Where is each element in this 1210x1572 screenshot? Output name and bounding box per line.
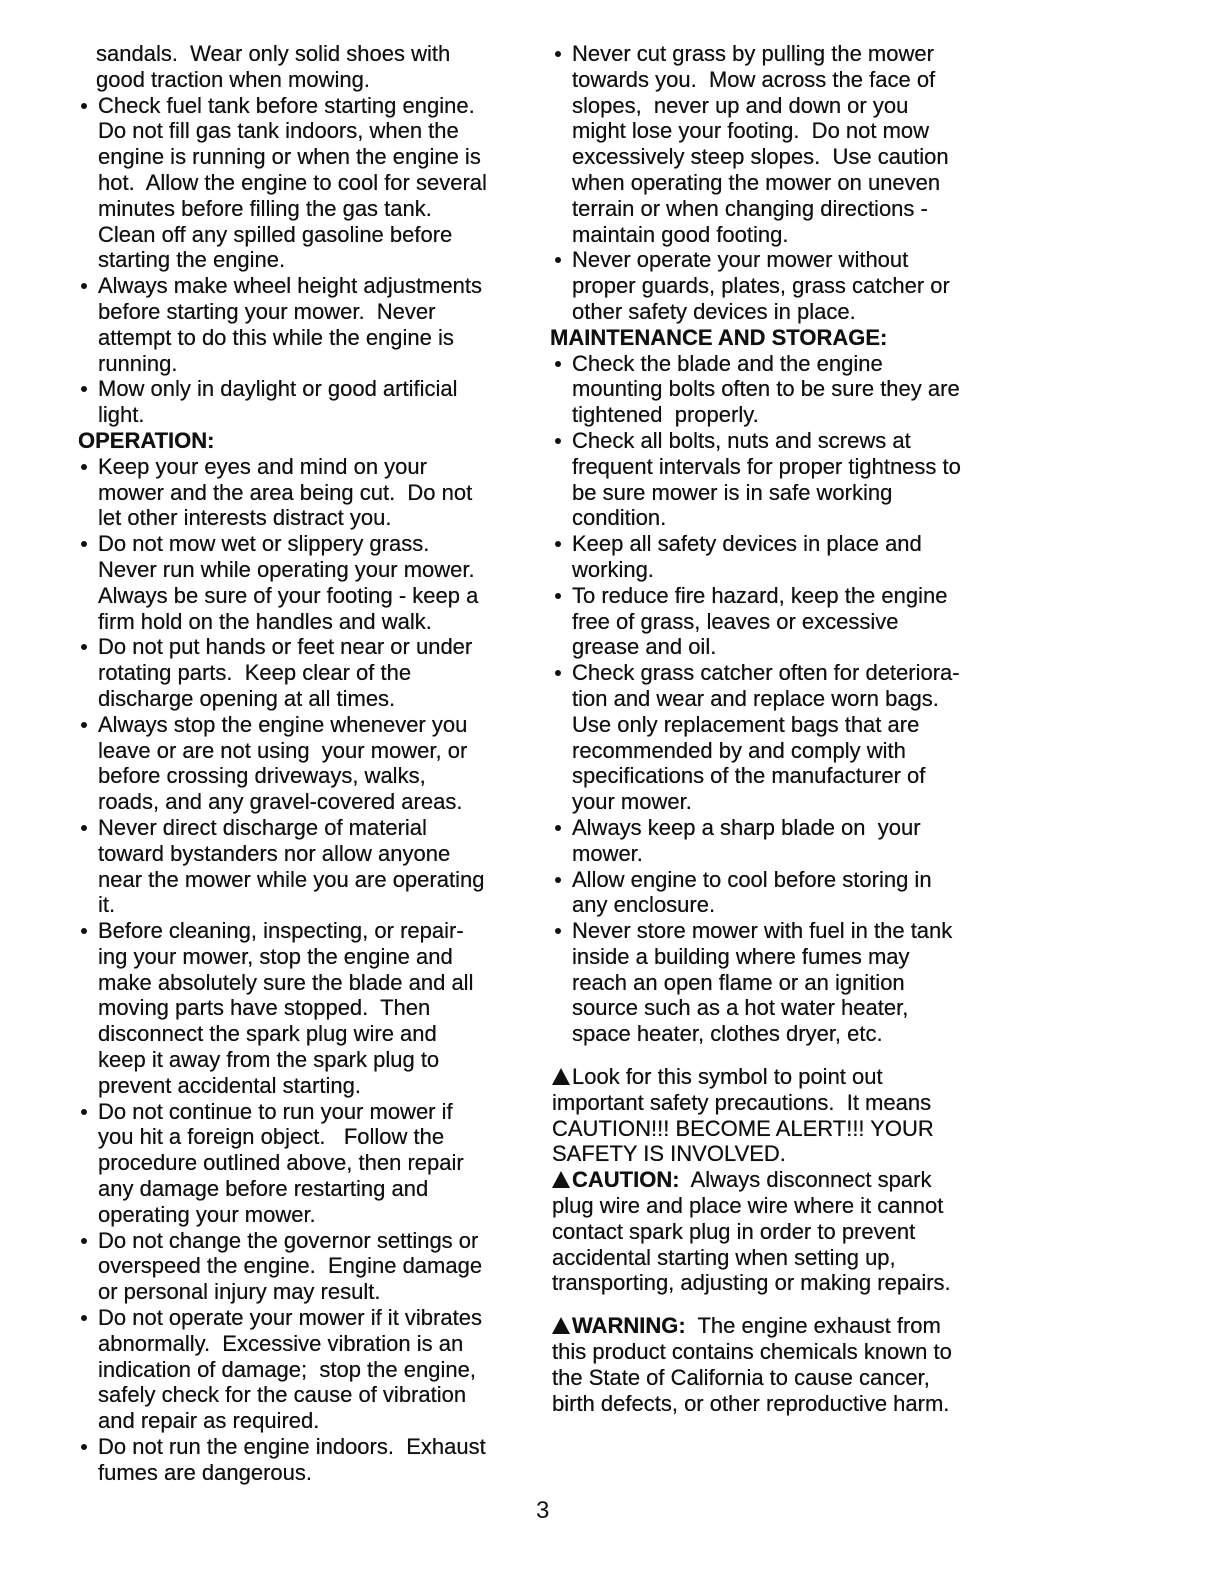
text-line: toward bystanders nor allow anyone bbox=[98, 840, 451, 866]
bullet-item bbox=[76, 1099, 546, 1228]
text-line: engine is running or when the engine is bbox=[98, 144, 481, 170]
text-line: reach an open flame or an ignition bbox=[572, 969, 905, 995]
text-line bbox=[550, 1313, 1010, 1339]
text-line: when operating the mower on uneven bbox=[572, 169, 941, 195]
bullet-item bbox=[76, 918, 546, 1099]
text-line: good traction when mowing. bbox=[96, 66, 370, 92]
notice-label: WARNING: bbox=[572, 1313, 686, 1339]
bullet-item bbox=[550, 815, 1010, 867]
text-line: moving parts have stopped. Then bbox=[98, 995, 431, 1021]
bullet-item bbox=[76, 1228, 546, 1305]
bullet-icon bbox=[81, 464, 87, 470]
text-line: Never direct discharge of material bbox=[98, 814, 427, 840]
text-line: your mower. bbox=[572, 789, 692, 815]
bullet-item bbox=[550, 351, 1010, 428]
bullet-item bbox=[550, 660, 1010, 815]
bullet-item bbox=[550, 531, 1010, 583]
bullet-item bbox=[550, 428, 1010, 531]
text-line: light. bbox=[98, 402, 145, 428]
text-line: attempt to do this while the engine is bbox=[98, 324, 454, 350]
text-line: important safety precautions. It means bbox=[552, 1089, 932, 1115]
text-line: hot. Allow the engine to cool for several bbox=[98, 169, 487, 195]
text-line: be sure mower is in safe working bbox=[572, 479, 893, 505]
text-line: Check all bolts, nuts and screws at bbox=[572, 427, 911, 453]
text-line: OPERATION: bbox=[78, 427, 215, 453]
text-line: tion and wear and replace worn bags. bbox=[572, 685, 939, 711]
notice-text: The engine exhaust from bbox=[685, 1313, 941, 1339]
text-line: Always stop the engine whenever you bbox=[98, 711, 468, 737]
text-line: let other interests distract you. bbox=[98, 505, 392, 531]
text-line: towards you. Mow across the face of bbox=[572, 66, 936, 92]
text-line: CAUTION!!! BECOME ALERT!!! YOUR bbox=[552, 1115, 934, 1141]
bullet-item bbox=[76, 1434, 546, 1486]
text-line: Before cleaning, inspecting, or repair- bbox=[98, 918, 464, 944]
text-line: leave or are not using your mower, or bbox=[98, 737, 468, 763]
text-line: firm hold on the handles and walk. bbox=[98, 608, 432, 634]
text-line: Do not fill gas tank indoors, when the bbox=[98, 118, 459, 144]
text-line: make absolutely sure the blade and all bbox=[98, 969, 474, 995]
right-column bbox=[550, 41, 1010, 1416]
safety-alert-icon bbox=[552, 1317, 570, 1334]
text-line: procedure outlined above, then repair bbox=[98, 1150, 464, 1176]
bullet-item bbox=[76, 1305, 546, 1434]
paragraph bbox=[76, 41, 546, 93]
text-line: MAINTENANCE AND STORAGE: bbox=[550, 324, 888, 350]
text-line: rotating parts. Keep clear of the bbox=[98, 660, 412, 686]
bullet-item bbox=[550, 867, 1010, 919]
text-line: any damage before restarting and bbox=[98, 1176, 429, 1202]
text-line: specifications of the manufacturer of bbox=[572, 763, 926, 789]
text-line: before crossing driveways, walks, bbox=[98, 763, 426, 789]
text-line: Do not operate your mower if it vibrates bbox=[98, 1305, 482, 1331]
bullet-icon bbox=[81, 1238, 87, 1244]
text-line: terrain or when changing directions - bbox=[572, 195, 928, 221]
bullet-icon bbox=[81, 1315, 87, 1321]
text-line: Check fuel tank before starting engine. bbox=[98, 92, 475, 118]
text-line: birth defects, or other reproductive harm. bbox=[552, 1390, 950, 1416]
text-line: To reduce fire hazard, keep the engine bbox=[572, 582, 948, 608]
spacer bbox=[550, 1296, 1010, 1313]
text-line: roads, and any gravel-covered areas. bbox=[98, 789, 463, 815]
text-line: Do not run the engine indoors. Exhaust bbox=[98, 1434, 486, 1460]
text-line: mower. bbox=[572, 840, 643, 866]
bullet-icon bbox=[555, 877, 561, 883]
text-line: Check the blade and the engine bbox=[572, 350, 883, 376]
left-column bbox=[76, 41, 546, 1486]
text-line bbox=[550, 1167, 1010, 1193]
text-line: the State of California to cause cancer, bbox=[552, 1364, 930, 1390]
text-line: plug wire and place wire where it cannot bbox=[552, 1193, 944, 1219]
bullet-item bbox=[550, 918, 1010, 1047]
text-line: working. bbox=[572, 556, 654, 582]
text-line: SAFETY IS INVOLVED. bbox=[552, 1141, 786, 1167]
text-line: Allow engine to cool before storing in bbox=[572, 866, 932, 892]
bullet-item bbox=[76, 376, 546, 428]
text-line: Do not put hands or feet near or under bbox=[98, 634, 473, 660]
text-line: it. bbox=[98, 892, 116, 918]
text-line: abnormally. Excessive vibration is an bbox=[98, 1330, 464, 1356]
bullet-item bbox=[550, 41, 1010, 247]
bullet-icon bbox=[555, 825, 561, 831]
bullet-item bbox=[76, 93, 546, 274]
text-line: Never operate your mower without bbox=[572, 247, 909, 273]
text-line: Never run while operating your mower. bbox=[98, 556, 475, 582]
section-heading bbox=[76, 428, 546, 454]
bullet-icon bbox=[555, 361, 561, 367]
text-line: recommended by and comply with bbox=[572, 737, 906, 763]
notice-text: Always disconnect spark bbox=[679, 1167, 932, 1193]
bullet-icon bbox=[81, 1444, 87, 1450]
safety-alert-icon bbox=[552, 1171, 570, 1188]
text-line bbox=[550, 1064, 1010, 1090]
safety-notice bbox=[550, 1313, 1010, 1416]
safety-alert-icon bbox=[552, 1068, 570, 1085]
text-line: frequent intervals for proper tightness to bbox=[572, 453, 961, 479]
text-line: space heater, clothes dryer, etc. bbox=[572, 1021, 883, 1047]
text-line: disconnect the spark plug wire and bbox=[98, 1021, 437, 1047]
text-line: minutes before filling the gas tank. bbox=[98, 195, 432, 221]
bullet-item bbox=[550, 247, 1010, 324]
bullet-item bbox=[550, 583, 1010, 660]
bullet-icon bbox=[81, 825, 87, 831]
text-line: or personal injury may result. bbox=[98, 1279, 381, 1305]
bullet-icon bbox=[555, 593, 561, 599]
text-line: slopes, never up and down or you bbox=[572, 92, 909, 118]
text-line: Do not change the governor settings or bbox=[98, 1227, 479, 1253]
text-line: Always be sure of your footing - keep a bbox=[98, 582, 479, 608]
bullet-icon bbox=[81, 103, 87, 109]
text-line: inside a building where fumes may bbox=[572, 943, 910, 969]
text-line: accidental starting when setting up, bbox=[552, 1244, 896, 1270]
text-line: tightened properly. bbox=[572, 402, 759, 428]
bullet-icon bbox=[555, 51, 561, 57]
bullet-item bbox=[76, 634, 546, 711]
notice-text: Look for this symbol to point out bbox=[572, 1064, 883, 1090]
text-line: before starting your mower. Never bbox=[98, 298, 436, 324]
text-line: grease and oil. bbox=[572, 634, 717, 660]
text-line: might lose your footing. Do not mow bbox=[572, 118, 930, 144]
text-line: near the mower while you are operating bbox=[98, 866, 485, 892]
text-line: this product contains chemicals known to bbox=[552, 1339, 952, 1365]
text-line: Clean off any spilled gasoline before bbox=[98, 221, 453, 247]
text-line: running. bbox=[98, 350, 178, 376]
spacer bbox=[550, 1047, 1010, 1064]
text-line: contact spark plug in order to prevent bbox=[552, 1218, 916, 1244]
text-line: operating your mower. bbox=[98, 1201, 316, 1227]
text-line: proper guards, plates, grass catcher or bbox=[572, 273, 950, 299]
text-line: condition. bbox=[572, 505, 667, 531]
text-line: Never store mower with fuel in the tank bbox=[572, 918, 953, 944]
text-line: mounting bolts often to be sure they are bbox=[572, 376, 960, 402]
text-line: overspeed the engine. Engine damage bbox=[98, 1253, 483, 1279]
text-line: excessively steep slopes. Use caution bbox=[572, 144, 949, 170]
bullet-icon bbox=[81, 722, 87, 728]
text-line: prevent accidental starting. bbox=[98, 1072, 361, 1098]
text-line: mower and the area being cut. Do not bbox=[98, 479, 473, 505]
bullet-item bbox=[76, 815, 546, 918]
text-line: keep it away from the spark plug to bbox=[98, 1047, 440, 1073]
bullet-icon bbox=[555, 438, 561, 444]
text-line: Do not continue to run your mower if bbox=[98, 1098, 453, 1124]
text-line: free of grass, leaves or excessive bbox=[572, 608, 899, 634]
page-number: 3 bbox=[536, 1497, 550, 1524]
text-line: sandals. Wear only solid shoes with bbox=[96, 41, 451, 66]
bullet-icon bbox=[81, 1109, 87, 1115]
bullet-item bbox=[76, 454, 546, 531]
text-line: Keep all safety devices in place and bbox=[572, 531, 922, 557]
text-line: Never cut grass by pulling the mower bbox=[572, 41, 934, 66]
text-line: discharge opening at all times. bbox=[98, 685, 396, 711]
text-line: maintain good footing. bbox=[572, 221, 789, 247]
text-line: indication of damage; stop the engine, bbox=[98, 1356, 476, 1382]
text-line: Always make wheel height adjustments bbox=[98, 273, 482, 299]
bullet-item bbox=[76, 531, 546, 634]
safety-notice bbox=[550, 1064, 1010, 1167]
text-line: Use only replacement bags that are bbox=[572, 711, 920, 737]
text-line: Always keep a sharp blade on your bbox=[572, 814, 921, 840]
text-line: transporting, adjusting or making repairs. bbox=[552, 1270, 951, 1296]
text-line: and repair as required. bbox=[98, 1408, 320, 1434]
bullet-item bbox=[76, 712, 546, 815]
safety-notice bbox=[550, 1167, 1010, 1296]
text-line: Check grass catcher often for deteriora- bbox=[572, 660, 960, 686]
text-line: starting the engine. bbox=[98, 247, 286, 273]
text-line: source such as a hot water heater, bbox=[572, 995, 909, 1021]
text-line: fumes are dangerous. bbox=[98, 1459, 313, 1485]
text-line: Mow only in daylight or good artificial bbox=[98, 376, 458, 402]
text-line: Do not mow wet or slippery grass. bbox=[98, 531, 430, 557]
text-line: you hit a foreign object. Follow the bbox=[98, 1124, 445, 1150]
notice-label: CAUTION: bbox=[572, 1167, 680, 1193]
section-heading bbox=[550, 325, 1010, 351]
text-line: other safety devices in place. bbox=[572, 298, 856, 324]
text-line: ing your mower, stop the engine and bbox=[98, 943, 453, 969]
text-line: Keep your eyes and mind on your bbox=[98, 453, 427, 479]
text-line: any enclosure. bbox=[572, 892, 716, 918]
bullet-item bbox=[76, 273, 546, 376]
text-line: safely check for the cause of vibration bbox=[98, 1382, 467, 1408]
